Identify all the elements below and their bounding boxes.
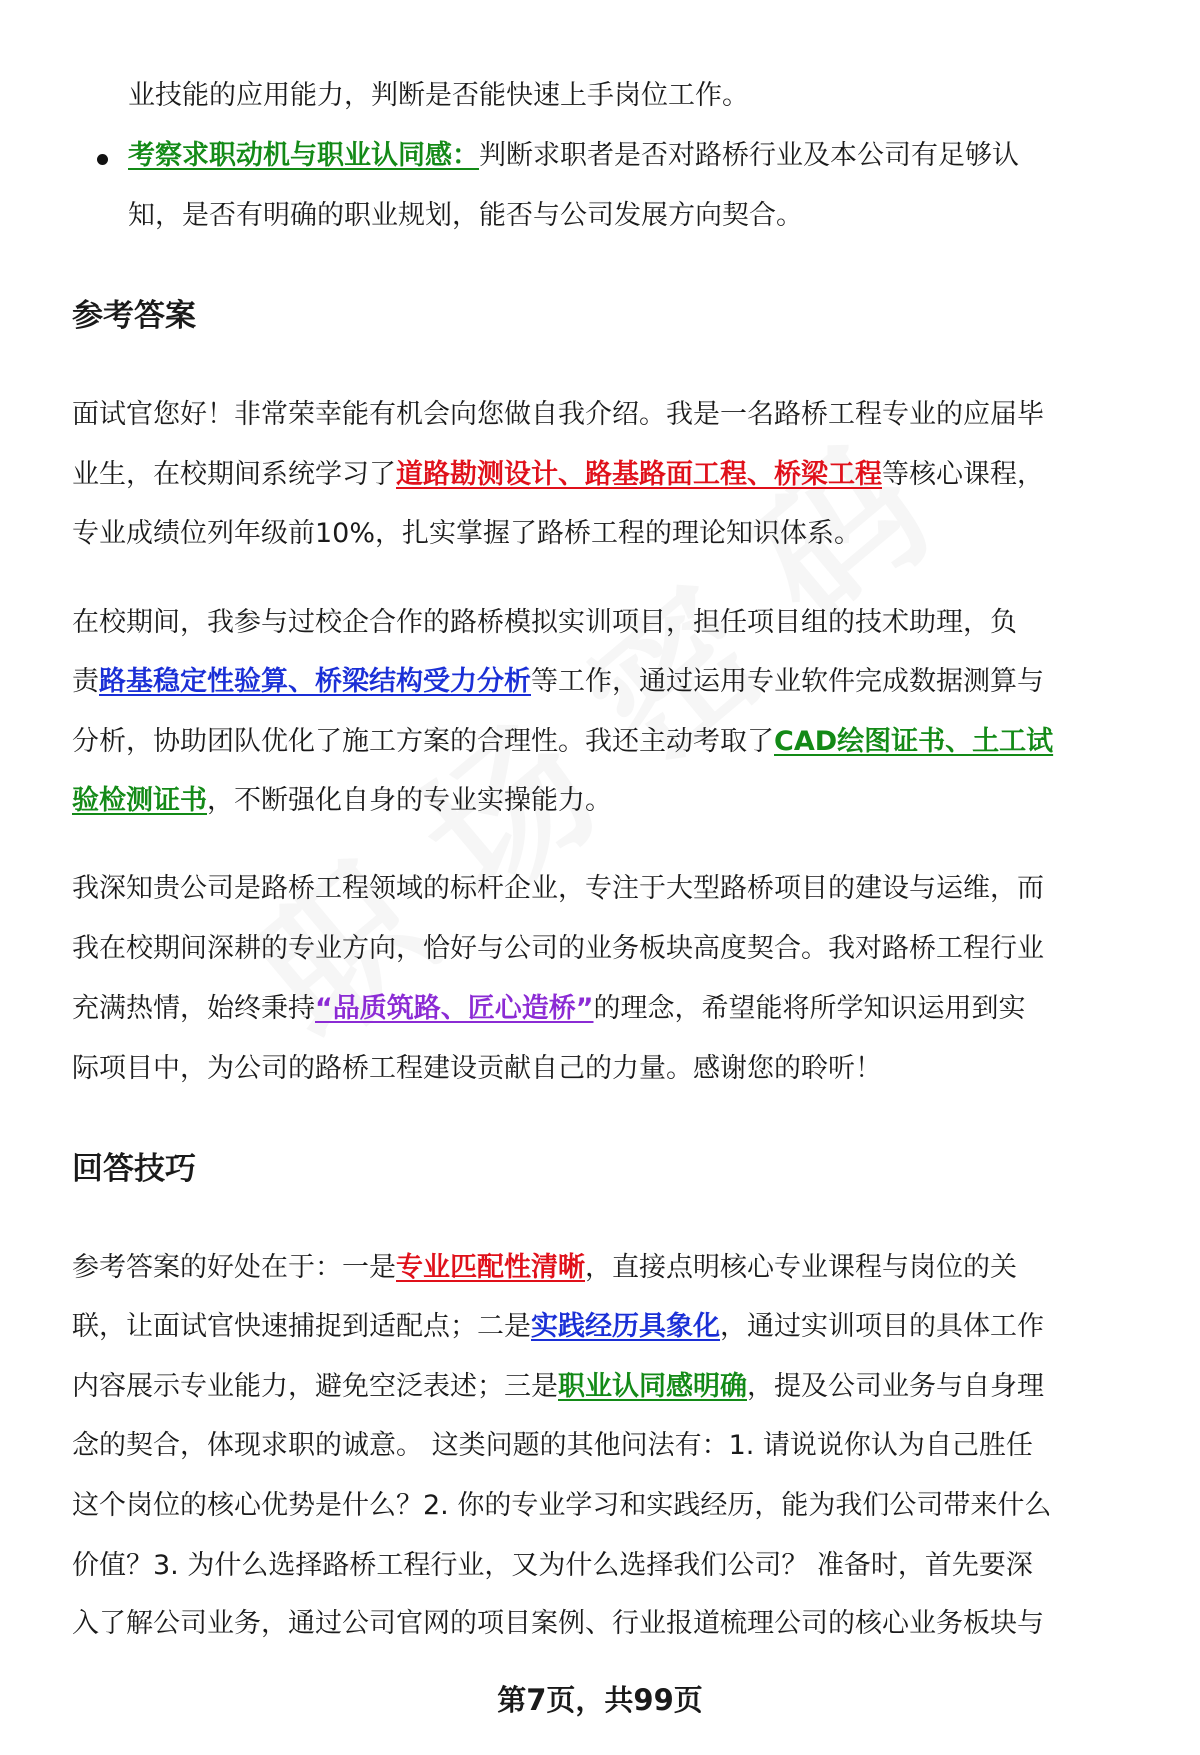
- text: ，直接点明核心专业课程与岗位的关: [585, 1252, 1017, 1283]
- text: 参考答案的好处在于：一是: [72, 1252, 396, 1283]
- highlight-text: 考察求职动机与职业认同感：: [128, 140, 479, 171]
- paragraph-line: [72, 1486, 1051, 1526]
- paragraph-line: [72, 603, 1017, 643]
- text: 分析，协助团队优化了施工方案的合理性。我还主动考取了: [72, 726, 774, 757]
- paragraph-line: [72, 1307, 1044, 1347]
- text: 充满热情，始终秉持: [72, 993, 315, 1024]
- section-heading: 参考答案: [72, 298, 196, 334]
- text: 业技能的应用能力，判断是否能快速上手岗位工作。: [128, 80, 749, 111]
- bullet-item-line: [128, 196, 803, 236]
- text: ，通过实训项目的具体工作: [720, 1311, 1044, 1342]
- text: 责: [72, 666, 99, 697]
- paragraph-line: [72, 1546, 1033, 1586]
- text: 等核心课程，: [882, 459, 1044, 490]
- paragraph-line: [72, 989, 1026, 1029]
- paragraph-line: [72, 1426, 1033, 1466]
- text: 内容展示专业能力，避免空泛表述；三是: [72, 1371, 558, 1402]
- section-heading: 回答技巧: [72, 1151, 196, 1187]
- text: ，不断强化自身的专业实操能力。: [207, 785, 612, 816]
- text: 专业成绩位列年级前10%，扎实掌握了路桥工程的理论知识体系。: [72, 518, 862, 549]
- highlight-text: 验检测证书: [72, 785, 207, 816]
- text: 价值？3. 为什么选择路桥工程行业，又为什么选择我们公司？ 准备时，首先要深: [72, 1550, 1033, 1581]
- paragraph-line: [128, 76, 749, 116]
- paragraph-line: [72, 395, 1044, 435]
- text: 念的契合，体现求职的诚意。 这类问题的其他问法有：1. 请说说你认为自己胜任: [72, 1430, 1033, 1461]
- text: 在校期间，我参与过校企合作的路桥模拟实训项目，担任项目组的技术助理，负: [72, 607, 1017, 638]
- bullet-dot-icon: [97, 154, 108, 165]
- paragraph-line: [72, 455, 1044, 495]
- text: 际项目中，为公司的路桥工程建设贡献自己的力量。感谢您的聆听！: [72, 1053, 882, 1084]
- paragraph-line: [72, 929, 1044, 969]
- text: 面试官您好！非常荣幸能有机会向您做自我介绍。我是一名路桥工程专业的应届毕: [72, 399, 1044, 430]
- highlight-text: CAD绘图证书、土工试: [774, 726, 1054, 757]
- text: ，提及公司业务与自身理: [747, 1371, 1044, 1402]
- paragraph-line: [72, 662, 1044, 702]
- text: 知，是否有明确的职业规划，能否与公司发展方向契合。: [128, 200, 803, 231]
- paragraph-line: [72, 781, 612, 821]
- bullet-item-line: [128, 136, 1019, 176]
- paragraph-line: [72, 869, 1044, 909]
- highlight-text: 路基稳定性验算、桥梁结构受力分析: [99, 666, 531, 697]
- paragraph-line: [72, 1367, 1044, 1407]
- paragraph-line: [72, 1049, 882, 1089]
- text: 的理念，希望能将所学知识运用到实: [593, 993, 1026, 1024]
- text: 等工作，通过运用专业软件完成数据测算与: [531, 666, 1044, 697]
- text: 业生，在校期间系统学习了: [72, 459, 396, 490]
- text: 这个岗位的核心优势是什么？2. 你的专业学习和实践经历，能为我们公司带来什么: [72, 1490, 1052, 1521]
- paragraph-line: [72, 514, 861, 554]
- paragraph-line: [72, 722, 1053, 762]
- highlight-text: “品质筑路、匠心造桥”: [315, 993, 594, 1024]
- text: 判断求职者是否对路桥行业及本公司有足够认: [479, 140, 1019, 171]
- highlight-text: 道路勘测设计、路基路面工程、桥梁工程: [396, 459, 882, 490]
- paragraph-line: [72, 1248, 1017, 1288]
- text: 联，让面试官快速捕捉到适配点；二是: [72, 1311, 531, 1342]
- highlight-text: 专业匹配性清晰: [396, 1252, 585, 1283]
- paragraph-line: [72, 1604, 1044, 1644]
- text: 入了解公司业务，通过公司官网的项目案例、行业报道梳理公司的核心业务板块与: [72, 1608, 1044, 1639]
- page-number: 第7页，共99页: [497, 1683, 703, 1717]
- text: 我在校期间深耕的专业方向，恰好与公司的业务板块高度契合。我对路桥工程行业: [72, 933, 1044, 964]
- text: 我深知贵公司是路桥工程领域的标杆企业，专注于大型路桥项目的建设与运维，而: [72, 873, 1044, 904]
- highlight-text: 职业认同感明确: [558, 1371, 747, 1402]
- highlight-text: 实践经历具象化: [531, 1311, 720, 1342]
